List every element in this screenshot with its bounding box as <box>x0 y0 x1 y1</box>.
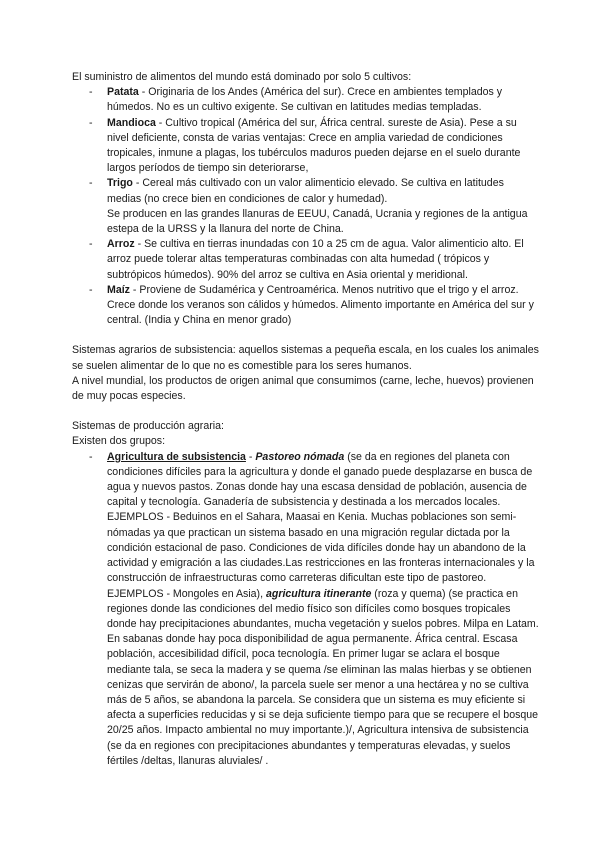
separator: - <box>245 450 256 463</box>
nomadic-herding-text: (se da en regiones del planeta con condiciones difíciles para la agricultura y donde el ganado puede desplazarse en busca de agua y nuevos pastos. Zonas donde hay una escasa densidad de población, ausencia de capital y tecnología. Ganadería de subsistencia y destinada a los mercados locales. EJEMPLOS - Beduinos en el Sahara, Maasai en Kenia. Muchas poblaciones son semi-nómadas ya que practican un sistema basado en una migración regular dictada por la condición estacional de paso. Condiciones de vida difíciles donde hay un abandono de la actividad y emigración a las ciudades.Las restricciones en las fronteras internacionales y la construcción de infraestructuras como carreteras dificultan este tipo de pastoreo. EJEMPLOS - Mongoles en Asia), <box>107 450 535 600</box>
list-item <box>72 116 540 177</box>
list-item <box>72 176 540 237</box>
spacer <box>72 328 540 343</box>
crop-name: Trigo <box>107 177 133 190</box>
animal-products-paragraph: A nivel mundial, los productos de origen animal que consumimos (carne, leche, huevos) provienen de muy pocas especies. <box>72 374 534 403</box>
nomadic-herding-term: Pastoreo nómada <box>255 450 345 463</box>
subsistence-paragraph: Sistemas agrarios de subsistencia: aquellos sistemas a pequeña escala, en los cuales los animales se suelen alimentar de lo que no es comestible para los seres humanos. <box>72 344 539 372</box>
intro-text: El suministro de alimentos del mundo está dominado por solo 5 cultivos: <box>72 71 412 83</box>
crop-name: Patata <box>107 86 139 99</box>
production-heading: Sistemas de producción agraria: <box>72 420 224 433</box>
list-item <box>72 237 540 283</box>
crop-name: Mandioca <box>107 116 156 129</box>
crops-list <box>72 85 540 328</box>
crop-description: - Proviene de Sudamérica y Centroamérica. Menos nutritivo que el trigo y el arroz. Crece donde los veranos son cálidos y húmedos. Alimento importante en América del sur y central. (India y China en menor grado) <box>107 283 534 327</box>
spacer <box>72 404 540 419</box>
shifting-agriculture-term: agricultura itinerante <box>265 587 372 600</box>
list-item <box>72 283 540 329</box>
crop-description: - Cereal más cultivado con un valor alimenticio elevado. Se cultiva en latitudes medias (no crece bien en condiciones de calor y humedad). <box>107 177 504 205</box>
production-list <box>72 450 540 769</box>
list-item <box>72 85 540 115</box>
crop-description: - Originaria de los Andes (América del sur). Crece en ambientes templados y húmedos. No es un cultivo exigente. Se cultivan en latitudes medias templadas. <box>107 86 503 114</box>
crop-name: Maíz <box>107 283 130 296</box>
list-item <box>72 450 540 769</box>
shifting-agriculture-text: (roza y quema) (se practica en regiones donde las condiciones del medio físico son difíciles como bosques tropicales donde hay precipitaciones abundantes, mucha vegetación y suelos pobres. Milpa en Latam. En sabanas donde hay poca disponibilidad de agua permanente. África central. Escasa población, accesibilidad difícil, poca tecnología. En primer lugar se aclara el bosque mediante tala, se seca la madera y se quema /se eliminan las malas hierbas y se obtienen cenizas que servirán de abono/, la parcela suele ser menor a una hectárea y no se cultiva más de 5 años, se abandona la parcela. Se considera que un sistema es muy eficiente si afecta a superficies reducidas y si se deja suficiente tiempo para que se recupere el bosque 20/25 años. Impacto ambiental no muy importante.)/, Agricultura intensiva de subsistencia (se da en regiones con precipitaciones abundantes y temperaturas elevadas, y suelos fértiles /deltas, llanuras aluviales/ . <box>107 587 539 767</box>
crop-name: Arroz <box>107 238 135 251</box>
crop-extra: Se producen en las grandes llanuras de EEUU, Canadá, Ucrania y regiones de la antigua estepa de la URSS y la llanura del norte de China. <box>107 207 528 236</box>
crop-description: - Se cultiva en tierras inundadas con 10 a 25 cm de agua. Valor alimenticio alto. El arroz puede tolerar altas temperaturas combinadas con alta humedad ( trópicos y subtrópicos húmedos). 90% del arroz se cultiva en Asia oriental y meridional. <box>107 238 524 281</box>
crop-description: - Cultivo tropical (América del sur, África central. sureste de Asia). Pese a su nivel deficiente, consta de varias ventajas: Crece en amplia variedad de condiciones tropicales, inmune a plagas, los tubérculos maduros pueden dejarse en el suelo durante largos períodos de tiempo sin deteriorarse, <box>107 116 521 175</box>
subsistence-agriculture-title: Agricultura de subsistencia <box>107 450 246 463</box>
groups-text: Existen dos grupos: <box>72 435 166 448</box>
